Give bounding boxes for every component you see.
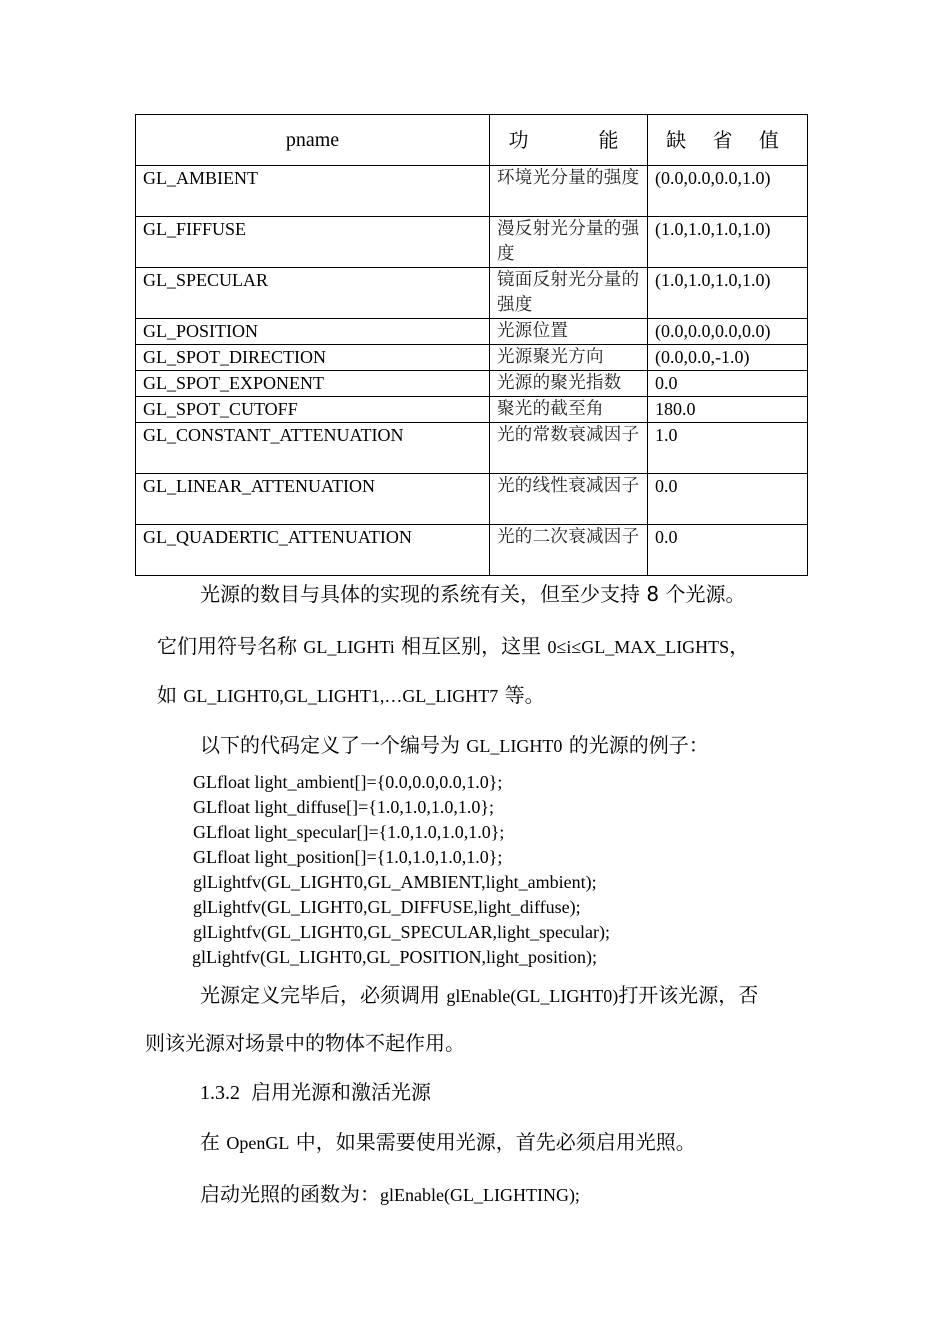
table-header-row [136, 115, 808, 166]
cell-default: 0.0 [648, 474, 808, 525]
cell-default: (0.0,0.0,0.0,1.0) [648, 166, 808, 217]
code-block [193, 770, 610, 970]
text-span: 相互区别，这里 [394, 634, 548, 658]
cell-function: 光源聚光方向 [490, 345, 648, 371]
section-heading [200, 1078, 431, 1107]
cell-default: 0.0 [648, 371, 808, 397]
code-line: GLfloat light_ambient[]={0.0,0.0,0.0,1.0}; [193, 772, 503, 792]
text-span: 的光源的例子： [562, 733, 709, 757]
table-row [136, 268, 808, 319]
cell-pname: GL_SPECULAR [136, 268, 490, 319]
cell-function: 光源位置 [490, 319, 648, 345]
cell-default: (0.0,0.0,-1.0) [648, 345, 808, 371]
cell-default: 1.0 [648, 423, 808, 474]
cell-function: 镜面反射光分量的强度 [490, 268, 648, 319]
paragraph-enable-lighting-function [200, 1180, 580, 1209]
symbol-opengl: OpenGL [226, 1133, 290, 1153]
text-span: 启动光照的函数为： [200, 1182, 380, 1206]
symbol-light-list: GL_LIGHT0,GL_LIGHT1,…GL_LIGHT7 [183, 686, 499, 706]
table-row [136, 397, 808, 423]
table-row [136, 423, 808, 474]
cell-function: 聚光的截至角 [490, 397, 648, 423]
cell-default: 0.0 [648, 525, 808, 576]
text-span: 光源定义完毕后，必须调用 [200, 983, 447, 1007]
cell-default: 180.0 [648, 397, 808, 423]
cell-default: (1.0,1.0,1.0,1.0) [648, 268, 808, 319]
text-span: 在 [200, 1130, 227, 1154]
cell-pname: GL_QUADERTIC_ATTENUATION [136, 525, 490, 576]
cell-pname: GL_POSITION [136, 319, 490, 345]
table-row [136, 319, 808, 345]
cell-function: 光的线性衰减因子 [490, 474, 648, 525]
section-number: 1.3.2 [200, 1082, 240, 1104]
text-span: ， [729, 634, 750, 658]
table-row [136, 371, 808, 397]
symbol-glenable-lighting: glEnable(GL_LIGHTING); [380, 1185, 580, 1205]
paragraph-example-intro [200, 731, 709, 760]
code-line: glLightfv(GL_LIGHT0,GL_DIFFUSE,light_diffuse); [193, 897, 581, 917]
cell-pname: GL_SPOT_DIRECTION [136, 345, 490, 371]
section-title: 启用光源和激活光源 [251, 1080, 431, 1104]
symbol-gl-light0: GL_LIGHT0 [466, 736, 563, 756]
cell-function: 光的常数衰减因子 [490, 423, 648, 474]
cell-function: 光源的聚光指数 [490, 371, 648, 397]
text-span: 它们用符号名称 [157, 634, 304, 658]
code-line: GLfloat light_position[]={1.0,1.0,1.0,1.0}; [193, 847, 503, 867]
cell-default: (0.0,0.0,0.0,0.0) [648, 319, 808, 345]
header-function: 功 能 [490, 115, 648, 166]
paragraph-enable-light-line1 [200, 981, 758, 1010]
header-default: 缺 省 值 [648, 115, 808, 166]
cell-function: 漫反射光分量的强度 [490, 217, 648, 268]
table-row [136, 217, 808, 268]
cell-function: 光的二次衰减因子 [490, 525, 648, 576]
text-span: 等。 [498, 683, 545, 707]
code-line: GLfloat light_diffuse[]={1.0,1.0,1.0,1.0}; [193, 797, 495, 817]
code-line: glLightfv(GL_LIGHT0,GL_SPECULAR,light_specular); [193, 922, 610, 942]
symbol-gl-lighti: GL_LIGHTi [303, 637, 395, 657]
table-row [136, 525, 808, 576]
table-row [136, 166, 808, 217]
cell-pname: GL_FIFFUSE [136, 217, 490, 268]
paragraph-enable-light-line2: 则该光源对场景中的物体不起作用。 [145, 1031, 465, 1055]
table-row [136, 474, 808, 525]
cell-function: 环境光分量的强度 [490, 166, 648, 217]
symbol-range: 0≤i≤GL_MAX_LIGHTS [547, 637, 730, 657]
paragraph-opengl-lighting [200, 1128, 696, 1157]
cell-pname: GL_AMBIENT [136, 166, 490, 217]
paragraph-light-count-line3 [157, 681, 545, 710]
code-line: GLfloat light_specular[]={1.0,1.0,1.0,1.0}; [193, 822, 505, 842]
table-row [136, 345, 808, 371]
text-span: 打开该光源，否 [618, 983, 759, 1007]
cell-pname: GL_CONSTANT_ATTENUATION [136, 423, 490, 474]
symbol-glenable-light0: glEnable(GL_LIGHT0) [446, 986, 619, 1006]
paragraph-light-count-line1: 光源的数目与具体的实现的系统有关，但至少支持 8 个光源。 [200, 582, 746, 606]
text-span: 中，如果需要使用光源，首先必须启用光照。 [289, 1130, 696, 1154]
light-parameters-table [135, 114, 808, 576]
cell-default: (1.0,1.0,1.0,1.0) [648, 217, 808, 268]
cell-pname: GL_LINEAR_ATTENUATION [136, 474, 490, 525]
cell-pname: GL_SPOT_EXPONENT [136, 371, 490, 397]
text-span: 如 [157, 683, 184, 707]
code-line: glLightfv(GL_LIGHT0,GL_AMBIENT,light_ambient); [193, 872, 597, 892]
code-line: glLightfv(GL_LIGHT0,GL_POSITION,light_position); [192, 947, 597, 967]
text-span: 以下的代码定义了一个编号为 [200, 733, 467, 757]
paragraph-light-count-line2 [157, 632, 749, 661]
cell-pname: GL_SPOT_CUTOFF [136, 397, 490, 423]
header-pname: pname [136, 115, 490, 166]
